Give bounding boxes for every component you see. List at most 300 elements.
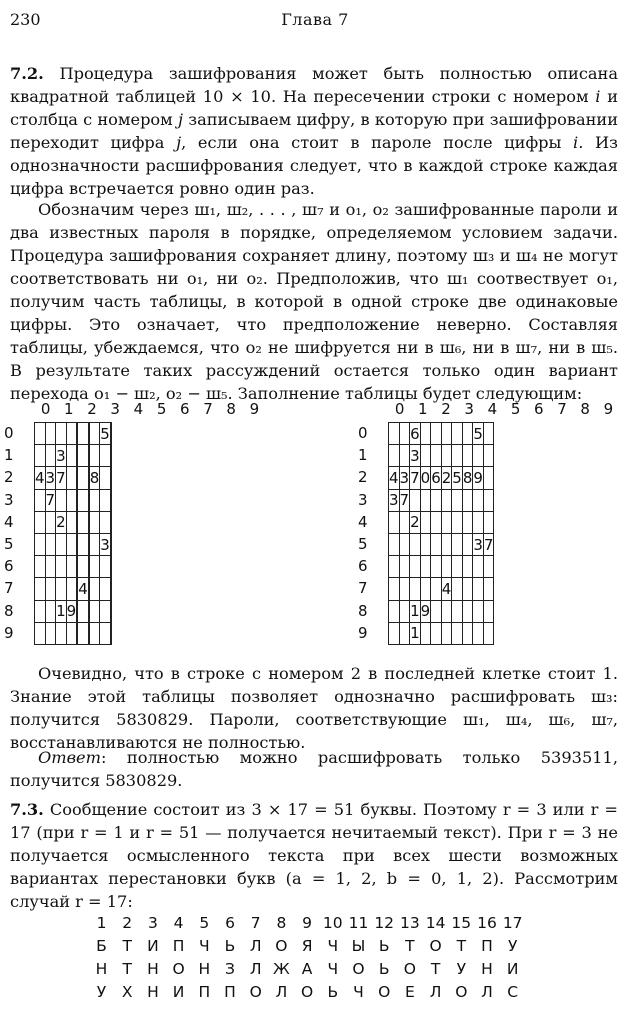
- grid-row: [389, 489, 494, 511]
- grid-cell: 5: [473, 423, 484, 445]
- grid-cell: 8: [89, 467, 100, 489]
- letter: Ь: [327, 983, 339, 1001]
- position-number: 15: [451, 914, 472, 932]
- grid-cell: [420, 622, 431, 644]
- grid-cell: [441, 489, 452, 511]
- grid-cell: [452, 600, 463, 622]
- letter: А: [301, 960, 313, 978]
- letter: Н: [95, 960, 108, 978]
- grid-cell: [399, 511, 410, 533]
- letter: Н: [198, 960, 211, 978]
- grid-cell: [56, 423, 67, 445]
- grid-cell: [78, 622, 89, 644]
- position-number: 7: [250, 914, 261, 932]
- letter: Б: [96, 937, 107, 955]
- grid-cell: [45, 622, 56, 644]
- grid-cell: [399, 533, 410, 555]
- grid-cell: [66, 533, 77, 555]
- grid-cell: 3: [473, 533, 484, 555]
- grid-cell: [389, 578, 400, 600]
- column-label: 3: [464, 400, 474, 418]
- column-label: 5: [510, 400, 521, 418]
- grid-cell: [483, 445, 494, 467]
- grid-cell: [410, 533, 421, 555]
- grid-row: [35, 556, 112, 578]
- grid-cell: [389, 600, 400, 622]
- row-label: 9: [4, 623, 14, 642]
- grid-row: [35, 445, 112, 467]
- grid-cell: 0: [420, 467, 431, 489]
- row-label: 7: [358, 579, 368, 598]
- position-number: 9: [302, 914, 313, 932]
- letter: О: [455, 983, 468, 1001]
- row-label: 8: [4, 601, 14, 620]
- grid-cell: [483, 467, 494, 489]
- grid-cell: [35, 556, 46, 578]
- grid-cell: [462, 511, 473, 533]
- grid-cell: 4: [389, 467, 400, 489]
- column-label: 4: [487, 400, 498, 418]
- grid-cell: [462, 489, 473, 511]
- grid-cell: 3: [389, 489, 400, 511]
- grid-row: [35, 600, 112, 622]
- grid-cell: [399, 556, 410, 578]
- text: : полностью можно расшифровать только 5393511, получится 5830829.: [10, 748, 618, 790]
- permutation-table: [90, 914, 550, 1006]
- answer-label: Ответ: [38, 748, 101, 767]
- letter: Л: [429, 983, 442, 1001]
- grid-cell: [100, 467, 111, 489]
- letter: П: [224, 983, 236, 1001]
- grid-cell: [431, 533, 442, 555]
- grid-cell: [78, 600, 89, 622]
- position-number: 3: [147, 914, 158, 932]
- letter: Н: [147, 960, 159, 978]
- column-label: 9: [249, 400, 260, 418]
- row-labels: [354, 422, 374, 654]
- row-label: 8: [358, 601, 368, 620]
- text: . Из однозначности расшифрования следует, что в каждой строке каждая цифра встречается ровно один раз.: [10, 133, 618, 198]
- permutation-header: [90, 914, 550, 937]
- grid-cell: [389, 511, 400, 533]
- column-label: 2: [441, 400, 451, 418]
- grid-cell: [441, 423, 452, 445]
- column-label: 8: [580, 400, 590, 418]
- letter: И: [147, 937, 159, 955]
- letter: Ч: [327, 937, 339, 955]
- grid-cell: [410, 578, 421, 600]
- position-number: 1: [96, 914, 107, 932]
- letter: И: [172, 983, 185, 1001]
- grid-cell: [89, 556, 100, 578]
- grid-cell: [483, 600, 494, 622]
- letter: И: [506, 960, 519, 978]
- grid-cell: [100, 622, 111, 644]
- grid-cell: 6: [431, 467, 442, 489]
- grid-cell: [89, 511, 100, 533]
- letter: П: [481, 937, 493, 955]
- grid-cell: [35, 622, 46, 644]
- grid-cell: [420, 423, 431, 445]
- row-label: 5: [4, 535, 14, 553]
- grid-cell: [100, 556, 111, 578]
- letter: Т: [122, 937, 132, 955]
- grid-row: [35, 578, 112, 600]
- position-number: 11: [348, 914, 369, 932]
- grid-row: [389, 533, 494, 555]
- row-label: 0: [4, 424, 14, 442]
- grid-cell: [100, 445, 111, 467]
- grid-cell: 1: [410, 622, 421, 644]
- grid-cell: [56, 489, 67, 511]
- grid-cell: [389, 533, 400, 555]
- var: j: [177, 110, 184, 129]
- letter: Е: [404, 983, 415, 1001]
- grid-row: [389, 556, 494, 578]
- column-label: 7: [203, 400, 213, 418]
- grid-cell: [431, 489, 442, 511]
- grid-cell: 1: [410, 600, 421, 622]
- grid-cell: 7: [45, 489, 56, 511]
- grid-row: [389, 467, 494, 489]
- letter: О: [378, 983, 391, 1001]
- grid-cell: [89, 445, 100, 467]
- grid-cell: [35, 423, 46, 445]
- letter: С: [507, 983, 519, 1001]
- grid-cell: 7: [410, 467, 421, 489]
- grid-cell: 4: [35, 467, 46, 489]
- position-number: 14: [425, 914, 446, 932]
- grid-cell: [110, 600, 111, 622]
- row-label: 6: [358, 557, 368, 576]
- grid-cell: [35, 578, 46, 600]
- grid-cell: [452, 556, 463, 578]
- grid-cell: [441, 600, 452, 622]
- grid-row: [389, 622, 494, 644]
- row-label: 3: [358, 490, 368, 509]
- letter: Ч: [198, 937, 210, 955]
- column-labels: [26, 398, 258, 420]
- grid-cell: 5: [452, 467, 463, 489]
- grid-row: [35, 423, 112, 445]
- grid-cell: [483, 511, 494, 533]
- grid-cell: [66, 511, 77, 533]
- grid-cell: [66, 556, 77, 578]
- grid-cell: [462, 600, 473, 622]
- var: i: [573, 133, 579, 152]
- grid-cell: [110, 511, 111, 533]
- grid-cell: [110, 445, 111, 467]
- grid-cell: [462, 533, 473, 555]
- grid-cell: [35, 445, 46, 467]
- letter: О: [275, 937, 288, 955]
- position-number: 16: [477, 914, 497, 932]
- grid-row: [389, 511, 494, 533]
- grid-row: [389, 578, 494, 600]
- column-label: 1: [418, 400, 428, 418]
- grid-cell: [420, 445, 431, 467]
- grid-cell: [56, 622, 67, 644]
- grid-cell: [66, 578, 77, 600]
- row-label: 6: [4, 557, 14, 576]
- grid-cell: 2: [56, 511, 67, 533]
- grid-cell: [420, 578, 431, 600]
- grid-cell: [473, 600, 484, 622]
- grid-cell: 3: [100, 533, 111, 555]
- grid-cell: [452, 511, 463, 533]
- grid-row: [35, 511, 112, 533]
- grid-cell: [441, 533, 452, 555]
- grid-cell: [78, 467, 89, 489]
- grid-cell: [399, 622, 410, 644]
- text: записываем цифру, в которую при зашифровании переходит цифра: [10, 110, 618, 152]
- grid-cell: [89, 423, 100, 445]
- letter: Л: [249, 937, 262, 955]
- grid-cell: [45, 556, 56, 578]
- column-label: 4: [133, 400, 144, 418]
- chapter-title: Глава 7: [281, 10, 349, 29]
- paragraph-analysis: [10, 198, 618, 405]
- grid-cell: 5: [100, 423, 111, 445]
- grid-cell: [452, 533, 463, 555]
- grid-cell: [78, 533, 89, 555]
- grid-cell: [100, 578, 111, 600]
- letter: О: [403, 960, 416, 978]
- letter: Т: [122, 960, 132, 978]
- grid-cell: [441, 622, 452, 644]
- letter: Ч: [353, 983, 364, 1001]
- position-number: 13: [400, 914, 420, 932]
- grid-cell: [110, 533, 111, 555]
- grid-cell: [452, 578, 463, 600]
- grid-cell: [389, 445, 400, 467]
- grid-cell: [483, 556, 494, 578]
- grid-cell: [431, 600, 442, 622]
- paragraph-7-3: [10, 798, 618, 913]
- column-label: 2: [87, 400, 97, 418]
- row-label: 4: [358, 512, 368, 531]
- grid-cell: [56, 556, 67, 578]
- grid-cell: [441, 445, 452, 467]
- grid-cell: [78, 423, 89, 445]
- grid-cell: 3: [45, 467, 56, 489]
- row-label: 7: [4, 579, 14, 598]
- letter: Ы: [351, 937, 366, 955]
- letter: У: [507, 937, 518, 955]
- row-label: 3: [4, 490, 14, 509]
- grid-cell: [89, 600, 100, 622]
- grid-cell: [100, 489, 111, 511]
- grid-cell: [89, 533, 100, 555]
- grid-cell: [66, 622, 77, 644]
- paragraph-7-2: [10, 62, 618, 200]
- grid-cell: [473, 511, 484, 533]
- letter: Ч: [327, 960, 339, 978]
- grid-cell: [420, 533, 431, 555]
- permutation-row: [90, 937, 550, 960]
- grid-cell: [110, 423, 111, 445]
- grid-cell: [452, 489, 463, 511]
- letter: Н: [481, 960, 493, 978]
- row-label: 1: [4, 446, 14, 465]
- grid-cell: [452, 622, 463, 644]
- position-number: 5: [199, 914, 210, 932]
- text: Очевидно, что в строке с номером 2 в последней клетке стоит 1. Знание этой таблицы позволяет однозначно расшифровать ш₃: получится 5830829. Пароли, соответствующие ш₁, ш₄, ш₆, ш₇, восстанавливаются не полностью.: [10, 664, 618, 752]
- grid-cell: 3: [410, 445, 421, 467]
- row-label: 2: [358, 468, 368, 487]
- grid-cell: 3: [399, 467, 410, 489]
- grid-cell: 4: [78, 578, 89, 600]
- row-label: 2: [4, 468, 14, 487]
- grid-cell: [399, 600, 410, 622]
- grid-cell: [66, 489, 77, 511]
- grid-cell: 7: [56, 467, 67, 489]
- letter: Х: [121, 983, 133, 1001]
- position-number: 6: [225, 914, 235, 932]
- position-number: 2: [122, 914, 133, 932]
- grid-cell: 9: [473, 467, 484, 489]
- letter: П: [198, 983, 211, 1001]
- text: и столбца с номером: [10, 87, 618, 129]
- text: Сообщение состоит из 3 × 17 = 51 буквы. Поэтому r = 3 или r = 17 (при r = 1 и r = 51 — получается нечитаемый текст). При r = 3 не получается осмысленного текста при всех шести возможных вариантах перестановки букв (a = 1, 2, b = 0, 1, 2). Рассмотрим случай r = 17:: [10, 800, 618, 911]
- grid-cell: [441, 556, 452, 578]
- grid-cell: [431, 511, 442, 533]
- grid-cell: 2: [441, 467, 452, 489]
- grid-cell: 7: [483, 533, 494, 555]
- letter: О: [172, 960, 185, 978]
- column-label: 8: [226, 400, 236, 418]
- row-label: 4: [4, 512, 14, 531]
- problem-number: 7.2.: [10, 64, 44, 83]
- grid-cell: 2: [410, 511, 421, 533]
- row-label: 5: [358, 535, 368, 553]
- grid-cell: 7: [399, 489, 410, 511]
- grid-cell: [45, 445, 56, 467]
- column-label: 9: [603, 400, 614, 418]
- grid-cell: [410, 489, 421, 511]
- grid-row: [389, 445, 494, 467]
- grid-cell: [56, 533, 67, 555]
- column-label: 5: [156, 400, 167, 418]
- grid-cell: [100, 511, 111, 533]
- grid-cell: [78, 489, 89, 511]
- grid-cell: [45, 423, 56, 445]
- text: , если она стоит в пароле после цифры: [181, 133, 574, 152]
- permutation-row: [90, 960, 550, 983]
- paragraph-answer: [10, 746, 618, 792]
- letter: Л: [249, 960, 262, 978]
- letter: О: [300, 983, 314, 1001]
- grid-row: [35, 533, 112, 555]
- grid-cell: [389, 423, 400, 445]
- cipher-tables: [0, 398, 630, 648]
- grid-cell: [66, 445, 77, 467]
- grid-cell: 4: [441, 578, 452, 600]
- grid-cell: [78, 445, 89, 467]
- cipher-grid: [34, 422, 112, 645]
- row-label: 0: [358, 424, 368, 442]
- letter: Т: [430, 960, 441, 978]
- column-label: 1: [64, 400, 74, 418]
- row-label: 9: [358, 623, 368, 642]
- grid-cell: [473, 622, 484, 644]
- grid-row: [389, 423, 494, 445]
- paragraph-conclusion: [10, 662, 618, 754]
- grid-cell: [431, 622, 442, 644]
- grid-cell: [110, 489, 111, 511]
- grid-cell: [431, 445, 442, 467]
- grid-cell: [399, 578, 410, 600]
- row-labels: [0, 422, 20, 654]
- grid-cell: [89, 622, 100, 644]
- grid-cell: [66, 423, 77, 445]
- grid-row: [389, 600, 494, 622]
- grid-cell: 9: [66, 600, 77, 622]
- grid-cell: [110, 467, 111, 489]
- grid-cell: [110, 622, 111, 644]
- column-label: 0: [40, 400, 51, 418]
- grid-cell: [100, 600, 111, 622]
- var: j: [176, 133, 182, 152]
- grid-row: [35, 467, 112, 489]
- letter: Ь: [378, 960, 390, 978]
- grid-cell: [89, 489, 100, 511]
- grid-cell: [473, 489, 484, 511]
- grid-cell: 9: [420, 600, 431, 622]
- column-label: 0: [394, 400, 405, 418]
- grid-cell: [45, 578, 56, 600]
- grid-cell: [35, 533, 46, 555]
- grid-cell: [473, 445, 484, 467]
- letter: Н: [147, 983, 159, 1001]
- letter: Ж: [273, 960, 290, 978]
- grid-cell: [431, 556, 442, 578]
- letter: О: [352, 960, 365, 978]
- row-label: 1: [358, 446, 368, 465]
- grid-cell: [462, 445, 473, 467]
- grid-cell: [35, 489, 46, 511]
- cipher-grid: [388, 422, 494, 645]
- position-number: 4: [173, 914, 184, 932]
- grid-cell: 8: [462, 467, 473, 489]
- grid-cell: [389, 622, 400, 644]
- grid-cell: 3: [56, 445, 67, 467]
- grid-cell: [89, 578, 100, 600]
- grid-cell: [45, 600, 56, 622]
- text: Процедура зашифрования может быть полностью описана квадратной таблицей 10 × 10. На пересечении строки с номером: [10, 64, 618, 106]
- letter: Т: [405, 937, 415, 955]
- problem-number: 7.3.: [10, 800, 44, 819]
- grid-row: [35, 489, 112, 511]
- letter: У: [456, 960, 467, 978]
- column-label: 7: [557, 400, 567, 418]
- grid-cell: [45, 533, 56, 555]
- grid-cell: 1: [56, 600, 67, 622]
- grid-cell: [420, 489, 431, 511]
- grid-cell: [45, 511, 56, 533]
- grid-cell: [410, 556, 421, 578]
- grid-cell: [56, 578, 67, 600]
- column-label: 6: [180, 400, 190, 418]
- column-label: 3: [110, 400, 120, 418]
- column-labels: [380, 398, 612, 420]
- letter: З: [225, 960, 235, 978]
- grid-cell: [110, 556, 111, 578]
- grid-cell: [35, 511, 46, 533]
- letter: О: [429, 937, 442, 955]
- grid-cell: [399, 423, 410, 445]
- var: i: [595, 87, 601, 106]
